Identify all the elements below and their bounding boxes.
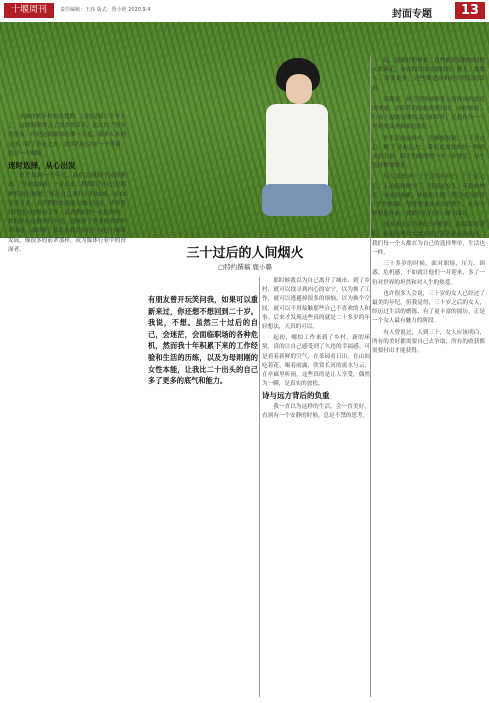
woman-jeans — [262, 184, 332, 216]
paragraph: 在生活的这样中，也渐渐发现，三十岁过后，除了'诗和远方'，我们更需要的是一种踏实的力量，脚下的路需要一步一步地走，每个选择都要慎重。 — [372, 135, 485, 170]
woman-face — [286, 74, 312, 104]
paragraph: 也有朋友会在聊天中提到，羡慕我的洒脱，我说这些其实都是经过深思熟虑的选择。我们每一个人都在为自己的选择埋单，生活也一样。 — [372, 222, 485, 257]
paragraph: 有人说相对二十几岁的年纪，三十岁之后，人的选择便少了，特别是女人，年龄的增长，家庭的拖累，体能的下降，都会成为阻碍工作的困难。坚持要继续前行的勇气，在每个新的选择前，就要看清自身，敢于面对。 — [372, 174, 485, 218]
paragraph: 那时候我以为自己离开了城市，到了乡村，就可以找寻到内心的安宁，以为换了工作，就可以逃避掉很多的烦恼，以为换个空间，就可以不用接触那些自己不喜欢的人和事。后来才发现这些真的就是二十多岁的年轻想法，天真的可以。 — [262, 278, 370, 331]
paragraph: 起初，哪怕工作来到了乡村，新的环境，真的让自己感受到了久违的幸福感。可是看着新鲜的空气，在茶园看日出，在山间吃着花，喝着雨露，欣赏长河的流水与云，在亭廊里听雨，这些真的是让人享受，偶然为一瞬，是真实的放松。 — [262, 335, 370, 388]
section-title: 封面专题 — [392, 9, 432, 20]
masthead-credits: 责任编辑：王玮 版式：鲁小艳 2020.9.4 — [60, 7, 151, 13]
article-title: 三十过后的人间烟火 — [186, 246, 304, 261]
pull-quote: 有朋友曾开玩笑问我，如果可以重新来过，你还想不想回到二十岁。我说，不想。虽然三十过后的自己，会迷茫，会面临职场的各种危机，然而我十年积累下来的工作经验和生活的历练，以及为母则刚的女性本能，让我比二十出头的自己多了更多的底气和能力。 — [148, 295, 258, 386]
paragraph: 我一直以为这样的生活，会一直美好，直到有一个安静的时候，总是不禁的思考。 — [262, 403, 370, 419]
paragraph: 三十多岁的时候，面对职场，压力、困惑、危机感，不如就让他们一并迎来，多了一份对世界的坦然和对人生的热爱。 — [372, 261, 485, 286]
column-right — [372, 57, 485, 358]
paragraph: 从城市到乡村的喜忧路，已经是第三个年头了。这期间我体会了很多的苦乐，也认识了很多的朋友。自是远离都市的那一天起，很多人来到这里，除了游玩之外，更多的是寻求一个答案，找寻一个解释。 — [8, 114, 126, 157]
paragraph: 也许很多人会说，三十岁的女人已经过了最美的年纪。但我觉得，三十岁之后的女人，经历过生活的磨练，有了更丰富的阅历，正是一个女人最有魅力的阶段。 — [372, 290, 485, 325]
column-divider — [259, 277, 260, 697]
column-middle — [262, 277, 370, 423]
masthead — [0, 0, 489, 23]
subheading: 诗与远方背后的负重 — [262, 391, 330, 401]
paragraph: 回到家，孩子的突闹和家人的咨询的意见的重递，是陪伴的时候需要付出，承担家庭，与孩子提供足够的关注和陪伴，是我作为一个妈妈的义务和家庭责任。 — [372, 96, 485, 131]
paragraph: 似乎每到一个年纪，我们会遇到不同的迷惑，不同的困惑。一直以来，我都以为自己是那种特别有规划、知道自己要什么的姑娘。从18岁选专业、大学期间来挑选大城市发展，毕业选择到进入电视台工作，记者都是按一直的坚持，其间经历过很多的辛劳，也收获了很多的荣誉和表扬感。那时候，我以为我会在这个岗位上继续发展，像很多的前辈那样，成为媒体行业中的资深者。 — [8, 173, 126, 253]
paragraph: 有人曾说过，人到三十，女人应该明白，所有的美好都需要自己去争取，所有的收获都需要付出才能获得。 — [372, 329, 485, 355]
article-byline: □特约撰稿 鹿小璐 — [218, 263, 272, 271]
paragraph: 结，需要好的体验，这些都需要精细的投入来满足。事业的发展需要时间，精力，需要人，需要更多，这些都是诗和远方背后的负重。 — [372, 58, 485, 92]
column-left — [8, 113, 126, 257]
column-divider — [370, 57, 371, 697]
subheading: 迷时选择，从心出发 — [8, 161, 76, 171]
woman-shirt — [266, 104, 328, 196]
masthead-logo: 十堰周刊 — [4, 3, 54, 18]
page-number: 13 — [455, 2, 485, 19]
